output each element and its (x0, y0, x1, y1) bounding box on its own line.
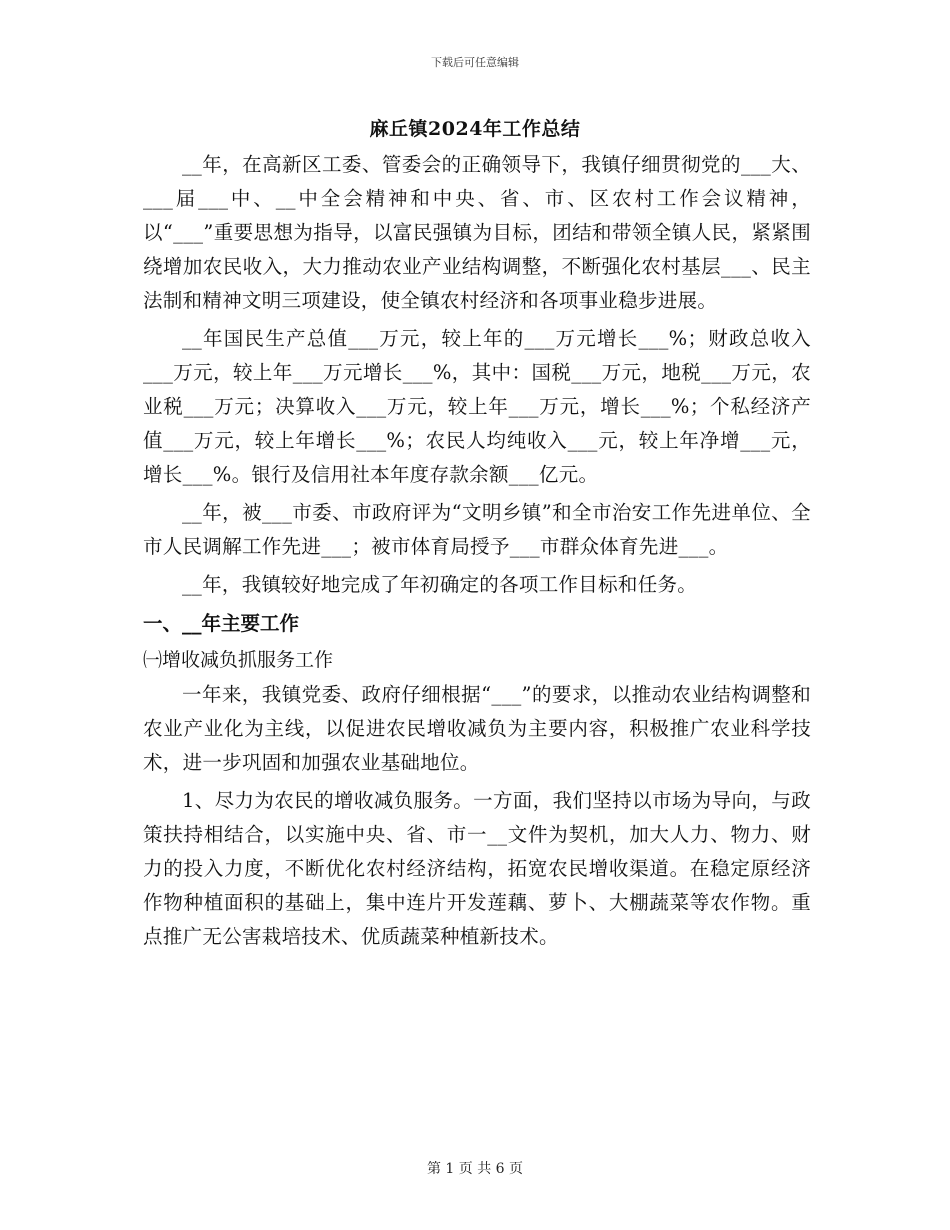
paragraph: __年国民生产总值___万元，较上年的___万元增长___%；财政总收入___万元，较上年___万元增长___%，其中：国税___万元，地税___万元，农业税___万元；决算收入___万元，较上年___万元，增长___%；个私经济产值___万元，较上年增长___%；农民人均纯收入___元，较上年净增___元，增长___%。银行及信用社本年度存款余额___亿元。 (143, 327, 811, 486)
paragraph: __年，我镇较好地完成了年初确定的各项工作目标和任务。 (182, 573, 698, 596)
paragraph: __年，被___市委、市政府评为“文明乡镇”和全市治安工作先进单位、全市人民调解工作先进___；被市体育局授予___市群众体育先进___。 (143, 501, 811, 558)
paragraph: 1、尽力为农民的增收减负服务。一方面，我们坚持以市场为导向，与政策扶持相结合，以实施中央、省、市一__文件为契机，加大人力、物力、财力的投入力度，不断优化农村经济结构，拓宽农民增收渠道。在稳定原经济作物种植面积的基础上，集中连片开发莲藕、萝卜、大棚蔬菜等农作物。重点推广无公害栽培技术、优质蔬菜种植新技术。 (143, 789, 811, 948)
header-note: 下载后可任意编辑 (431, 56, 519, 69)
paragraph: __年，在高新区工委、管委会的正确领导下，我镇仔细贯彻党的___大、___届___中、__中全会精神和中央、省、市、区农村工作会议精神，以“___”重要思想为指导，以富民强镇为目标，团结和带领全镇人民，紧紧围绕增加农民收入，大力推动农业产业结构调整，不断强化农村基层___、民主法制和精神文明三项建设，使全镇农村经济和各项事业稳步进展。 (143, 153, 811, 312)
document-body (143, 148, 811, 958)
section-heading: 一、__年主要工作 (143, 612, 300, 635)
page-number: 第 1 页 共 6 页 (426, 1161, 524, 1177)
document-title: 麻丘镇2024年工作总结 (369, 118, 581, 140)
subsection-heading: ㈠增收减负抓服务工作 (143, 649, 334, 671)
paragraph: 一年来，我镇党委、政府仔细根据“___”的要求，以推动农业结构调整和农业产业化为主线，以促进农民增收减负为主要内容，积极推广农业科学技术，进一步巩固和加强农业基础地位。 (143, 683, 811, 774)
